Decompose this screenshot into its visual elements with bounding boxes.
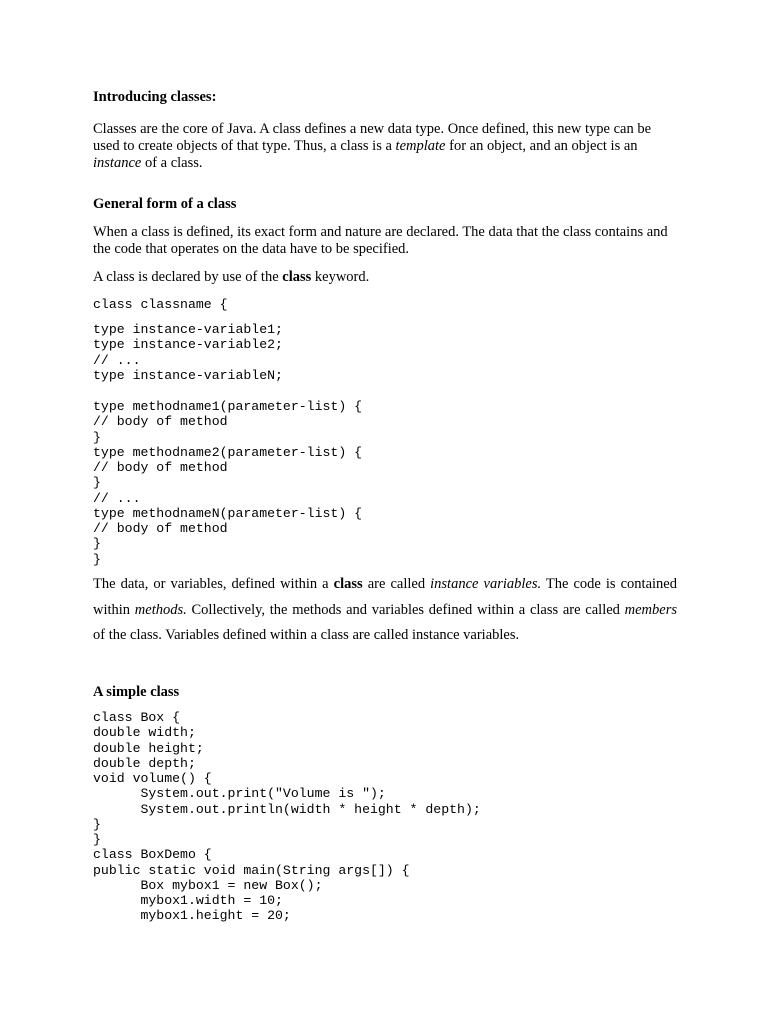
code-simple-class: class Box { double width; double height; double depth; void volume() { System.out.print("Volume is "); System.out.println(width * height * depth); } } class BoxDemo { public static void main(String args[]) { Box mybox1 = new Box(); mybox1.width = 10; mybox1.height = 20;	[93, 710, 481, 924]
heading-introducing-classes: Introducing classes:	[93, 89, 217, 105]
members-keyword: class	[333, 576, 363, 592]
members-text-2: are called	[362, 576, 431, 592]
general-p2-keyword: class	[282, 269, 312, 285]
members-text-5: of the class. Variables defined within a class are called instance variables.	[93, 627, 520, 643]
members-text-3: The code is contained within	[93, 576, 677, 618]
general-p2-text-2: keyword.	[311, 269, 370, 285]
members-emphasis-members: members	[624, 601, 677, 618]
general-p2-text-1: A class is declared by use of the	[93, 269, 283, 285]
intro-emphasis-instance: instance	[93, 155, 142, 171]
intro-text-2: for an object, and an object is an	[445, 138, 638, 154]
members-emphasis-instance-variables: instance variables.	[430, 576, 542, 592]
heading-simple-class: A simple class	[93, 684, 180, 700]
code-class-declaration: class classname {	[93, 297, 228, 312]
intro-paragraph	[93, 121, 677, 172]
members-emphasis-methods: methods.	[134, 601, 187, 618]
intro-emphasis-template: template	[395, 138, 446, 154]
intro-text-1: Classes are the core of Java. A class defines a new data type. Once defined, this new type can be used to create objects of that type. Thus, a class is a	[93, 121, 652, 154]
code-methods: type methodname1(parameter-list) { // body of method } type methodname2(parameter-list) { // body of method } // ... type methodnameN(parameter-list) { // body of method } }	[93, 399, 363, 567]
general-paragraph-2	[93, 269, 677, 286]
heading-general-form: General form of a class	[93, 196, 237, 212]
members-text-4: Collectively, the methods and variables defined within a class are called	[186, 601, 625, 618]
intro-text-3: of a class.	[141, 155, 203, 171]
members-paragraph	[93, 572, 677, 649]
code-instance-variables: type instance-variable1; type instance-variable2; // ... type instance-variableN;	[93, 322, 283, 383]
members-text-1: The data, or variables, defined within a	[93, 576, 334, 592]
general-paragraph-1: When a class is defined, its exact form and nature are declared. The data that the class contains and the code that operates on the data have to be specified.	[93, 224, 668, 257]
